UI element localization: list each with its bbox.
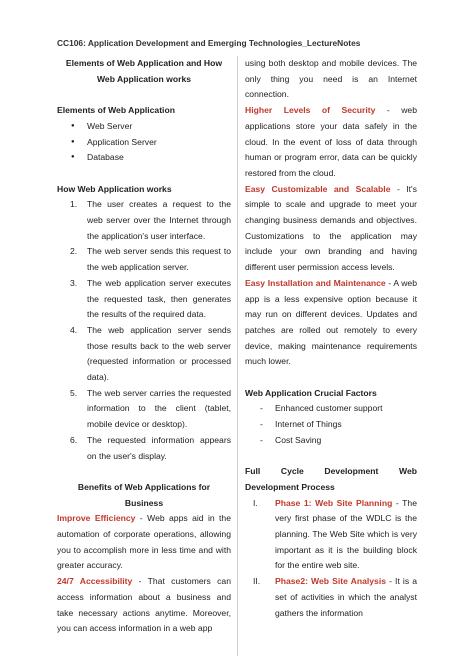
- list-item: ● Application Server: [57, 135, 231, 151]
- list-item: 6. The requested information appears on the user's display.: [70, 434, 231, 461]
- steps-list: [57, 197, 231, 464]
- elements-list: [57, 119, 231, 166]
- page-header: CC106: Application Development and Emerging Technologies_LectureNotes: [57, 38, 361, 48]
- column-divider: [237, 56, 238, 656]
- phases-list: [245, 496, 417, 622]
- factors-heading: Web Application Crucial Factors: [245, 387, 377, 398]
- how-heading: How Web Application works: [57, 183, 172, 194]
- benefit-paragraph: Improve Efficiency - Web apps aid in the automation of corporate operations, allowing you to accomplish more in less time and with greater accuracy.: [57, 513, 231, 571]
- benefit-paragraph: Higher Levels of Security - web applications store your data safely in the cloud. In the event of loss of data through human or program error, data can be quickly restored from the cloud.: [245, 105, 417, 178]
- list-item: ● Database: [57, 150, 231, 166]
- benefit-paragraph: Easy Customizable and Scalable - It's simple to scale and upgrade to meet your changing business demands and objectives. Customizations to the application may include your own branding and having different user permission access levels.: [245, 183, 417, 273]
- list-item: - Internet of Things: [245, 417, 417, 433]
- benefits-heading: Benefits of Web Applications for Business: [77, 481, 211, 508]
- list-item: ● Web Server: [57, 119, 231, 135]
- continued-paragraph: using both desktop and mobile devices. The only thing you need is an Internet connection.: [245, 58, 417, 100]
- list-item: 1. The user creates a request to the web server over the Internet through the application's user interface.: [70, 199, 231, 241]
- list-item: II. Phase2: Web Site Analysis - It is a set of activities in which the analyst gathers the information: [253, 576, 417, 618]
- list-item: 2. The web server sends this request to the web application server.: [70, 246, 231, 273]
- cycle-heading: Full Cycle Development Web Development Process: [245, 466, 417, 492]
- list-item: - Cost Saving: [245, 433, 417, 449]
- benefit-paragraph: Easy Installation and Maintenance - A web app is a less expensive option because it may run on different devices. Updates and patches are rolled out remotely to every device, making maintenance requirements much lower.: [245, 277, 417, 367]
- factors-list: [245, 401, 417, 448]
- list-item: 4. The web application server sends those results back to the web server (requested information or processed data).: [70, 324, 231, 383]
- list-item: I. Phase 1: Web Site Planning - The very first phase of the WDLC is the planning. The Web Site which is very important as it is the building block for the entire web site.: [253, 497, 417, 571]
- right-column: [245, 56, 417, 621]
- benefit-paragraph: 24/7 Accessibility - That customers can access information about a business and take necessary actions anytime. Moreover, you can access information in a web app: [57, 576, 231, 634]
- elements-heading: Elements of Web Application: [57, 105, 175, 116]
- left-column: [57, 56, 231, 637]
- list-item: - Enhanced customer support: [245, 401, 417, 417]
- section-title: Elements of Web Application and How Web Application works: [65, 58, 223, 84]
- list-item: 3. The web application server executes the requested task, then generates the results of the required data.: [70, 277, 231, 320]
- list-item: 5. The web server carries the requested information to the client (tablet, mobile device or desktop).: [70, 387, 231, 430]
